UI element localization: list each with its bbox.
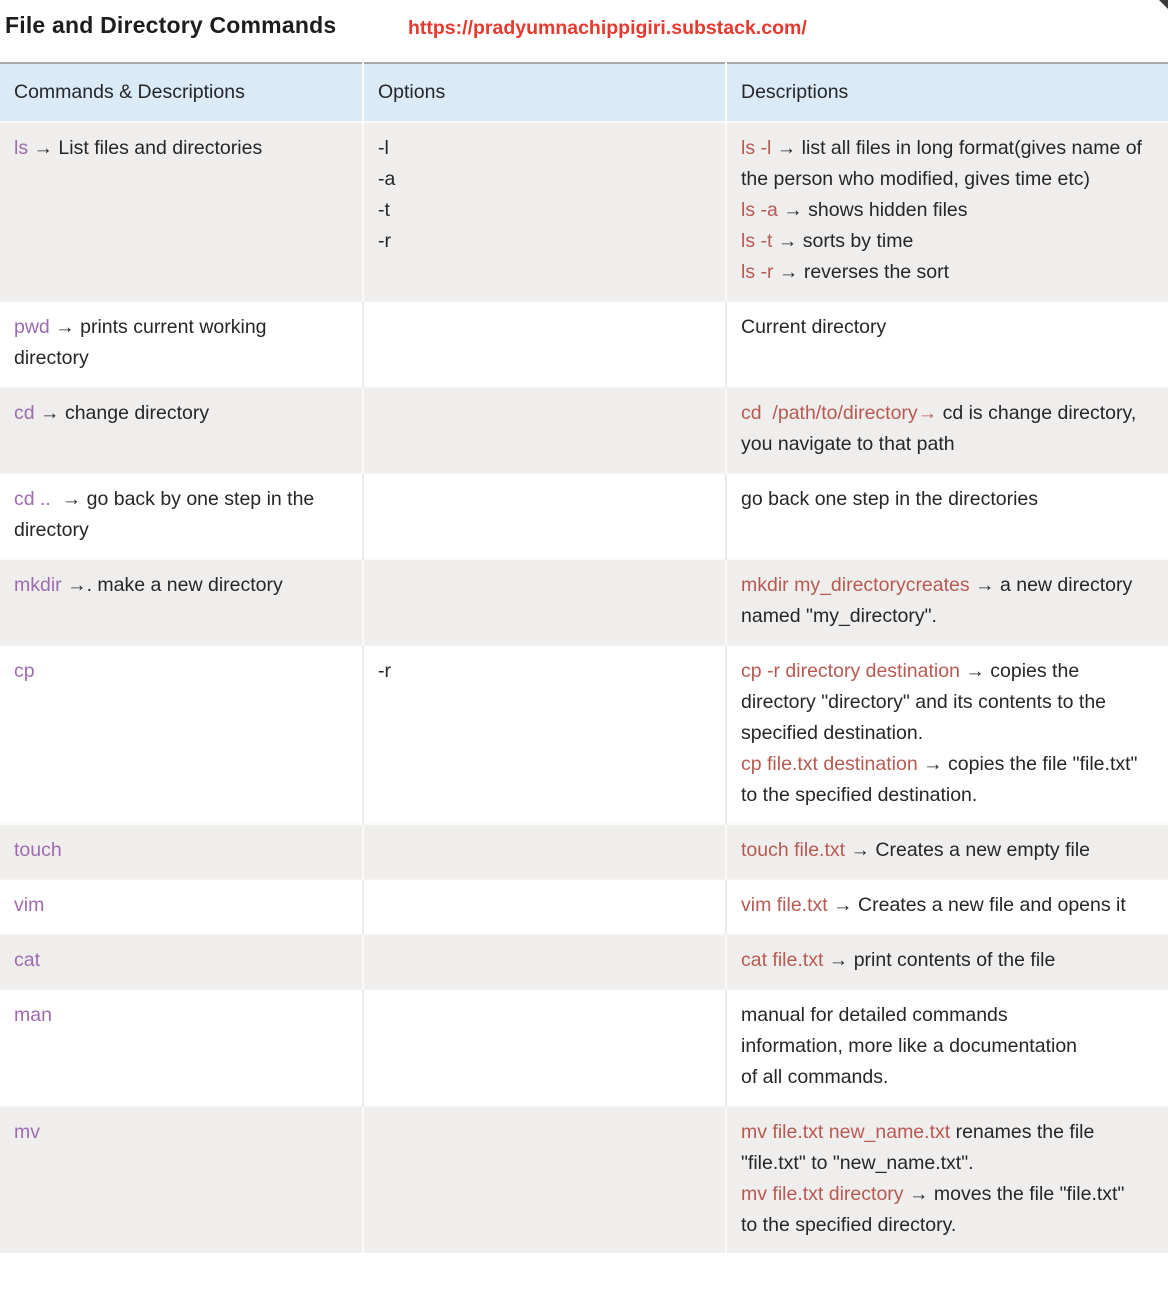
table-row [0,387,1168,473]
plain-text: → sorts by time [772,230,914,252]
column-header-commands: Commands & Descriptions [0,63,363,122]
text-line [741,945,1144,976]
text-line [14,835,332,866]
options-cell [363,879,726,934]
text-line [741,1062,1144,1093]
text-line [741,133,1148,195]
corner-mark-icon [1159,0,1168,9]
plain-text: → moves the file "file.txt" to the specified directory. [741,1183,1130,1236]
options-cell [363,989,726,1106]
command-name: cp [14,660,35,682]
text-line [14,133,332,164]
table-row [0,122,1168,301]
plain-text: -r [378,230,391,252]
inline-code: ls -r [741,261,774,283]
command-cell [0,387,363,473]
options-cell [363,1106,726,1253]
text-line [741,257,1144,288]
options-cell [363,559,726,645]
description-cell [726,645,1168,824]
table-header-row [0,63,1168,122]
text-line [741,398,1144,460]
plain-text: → a new directory named "my_directory". [741,574,1138,627]
command-name: mv [14,1121,40,1143]
options-cell [363,301,726,387]
plain-text: manual for detailed commands [741,1004,1008,1026]
plain-text: →. make a new directory [61,574,283,596]
text-line [741,835,1144,866]
description-cell [726,989,1168,1106]
plain-text: -l [378,137,389,159]
inline-code: mv file.txt directory [741,1183,904,1205]
inline-code: ls -a [741,199,778,221]
inline-code: cp file.txt destination [741,753,918,775]
inline-code: touch file.txt [741,839,846,861]
inline-code: cp -r directory destination [741,660,960,682]
text-line [378,656,711,687]
text-line [14,484,332,546]
options-cell [363,934,726,989]
text-line [741,226,1144,257]
table-row [0,989,1168,1106]
command-cell [0,989,363,1106]
plain-text: → List files and directories [28,137,263,159]
plain-text: of all commands. [741,1066,889,1088]
table-row [0,824,1168,879]
plain-text: information, more like a documentation [741,1035,1078,1057]
plain-text: → reverses the sort [773,261,950,283]
text-line [741,312,1144,343]
table-row [0,879,1168,934]
plain-text: → go back by one step in the directory [14,488,320,541]
plain-text: → prints current working directory [14,316,272,369]
text-line [14,312,332,374]
text-line [14,398,332,429]
title-bar [0,0,1168,62]
text-line [741,1117,1144,1179]
table-row [0,934,1168,989]
table-row [0,473,1168,559]
inline-code: mkdir my_directorycreates [741,574,970,596]
page-title: File and Directory Commands [5,12,337,38]
command-name: touch [14,839,62,861]
inline-code: vim file.txt [741,894,828,916]
table-row [0,1106,1168,1253]
text-line [741,570,1144,632]
plain-text: go back one step in the directories [741,488,1039,510]
plain-text: → change directory [34,402,210,424]
plain-text: → Creates a new file and opens it [827,894,1126,916]
command-cell [0,559,363,645]
text-line [741,1000,1144,1031]
table-row [0,559,1168,645]
options-cell [363,387,726,473]
text-line [741,656,1144,749]
text-line [378,164,711,195]
plain-text: → print contents of the file [823,949,1056,971]
plain-text: → copies the file "file.txt" to the specified destination. [741,753,1143,806]
text-line [14,656,332,687]
command-name: cd .. [14,488,51,510]
inline-code: mv file.txt new_name.txt [741,1121,951,1143]
plain-text: -a [378,168,396,190]
options-cell [363,473,726,559]
command-name: ls [14,137,29,159]
inline-code: ls -l [741,137,772,159]
command-cell [0,473,363,559]
text-line [14,1000,332,1031]
options-cell [363,824,726,879]
text-line [741,749,1144,811]
text-line [14,570,332,601]
description-cell [726,879,1168,934]
command-cell [0,301,363,387]
command-name: man [14,1004,52,1026]
command-name: cd [14,402,35,424]
column-header-options: Options [363,63,726,122]
command-name: pwd [14,316,50,338]
text-line [741,484,1144,515]
command-cell [0,122,363,301]
text-line [741,195,1144,226]
text-line [14,945,332,976]
description-cell [726,559,1168,645]
text-line [378,133,711,164]
inline-code: cd /path/to/directory→ [741,402,938,424]
description-cell [726,122,1168,301]
text-line [741,1179,1144,1241]
text-line [14,890,332,921]
description-cell [726,934,1168,989]
plain-text: → shows hidden files [777,199,968,221]
table-row [0,645,1168,824]
command-cell [0,1106,363,1253]
plain-text: Current directory [741,316,887,338]
text-line [378,226,711,257]
substack-url-link[interactable]: https://pradyumnachippigiri.substack.com/ [408,17,807,39]
options-cell [363,122,726,301]
description-cell [726,824,1168,879]
plain-text: -t [378,199,390,221]
table-row [0,301,1168,387]
commands-table [0,62,1168,1253]
plain-text: -r [378,660,391,682]
text-line [741,1031,1144,1062]
plain-text: cd is change directory, you navigate to that path [741,402,1142,455]
plain-text: → Creates a new empty file [845,839,1090,861]
inline-code: cat file.txt [741,949,824,971]
command-name: vim [14,894,45,916]
command-cell [0,645,363,824]
description-cell [726,301,1168,387]
description-cell [726,473,1168,559]
command-cell [0,824,363,879]
description-cell [726,387,1168,473]
plain-text: renames the file "file.txt" to "new_name.txt". [741,1121,1100,1174]
command-name: cat [14,949,41,971]
column-header-descriptions: Descriptions [726,63,1168,122]
command-name: mkdir [14,574,62,596]
plain-text: → list all files in long format(gives name of the person who modified, gives time etc) [741,137,1148,190]
text-line [741,890,1144,921]
plain-text: → copies the directory "directory" and its contents to the specified destination. [741,660,1112,744]
text-line [14,1117,332,1148]
options-cell [363,645,726,824]
command-cell [0,879,363,934]
inline-code: ls -t [741,230,773,252]
description-cell [726,1106,1168,1253]
command-cell [0,934,363,989]
text-line [378,195,711,226]
